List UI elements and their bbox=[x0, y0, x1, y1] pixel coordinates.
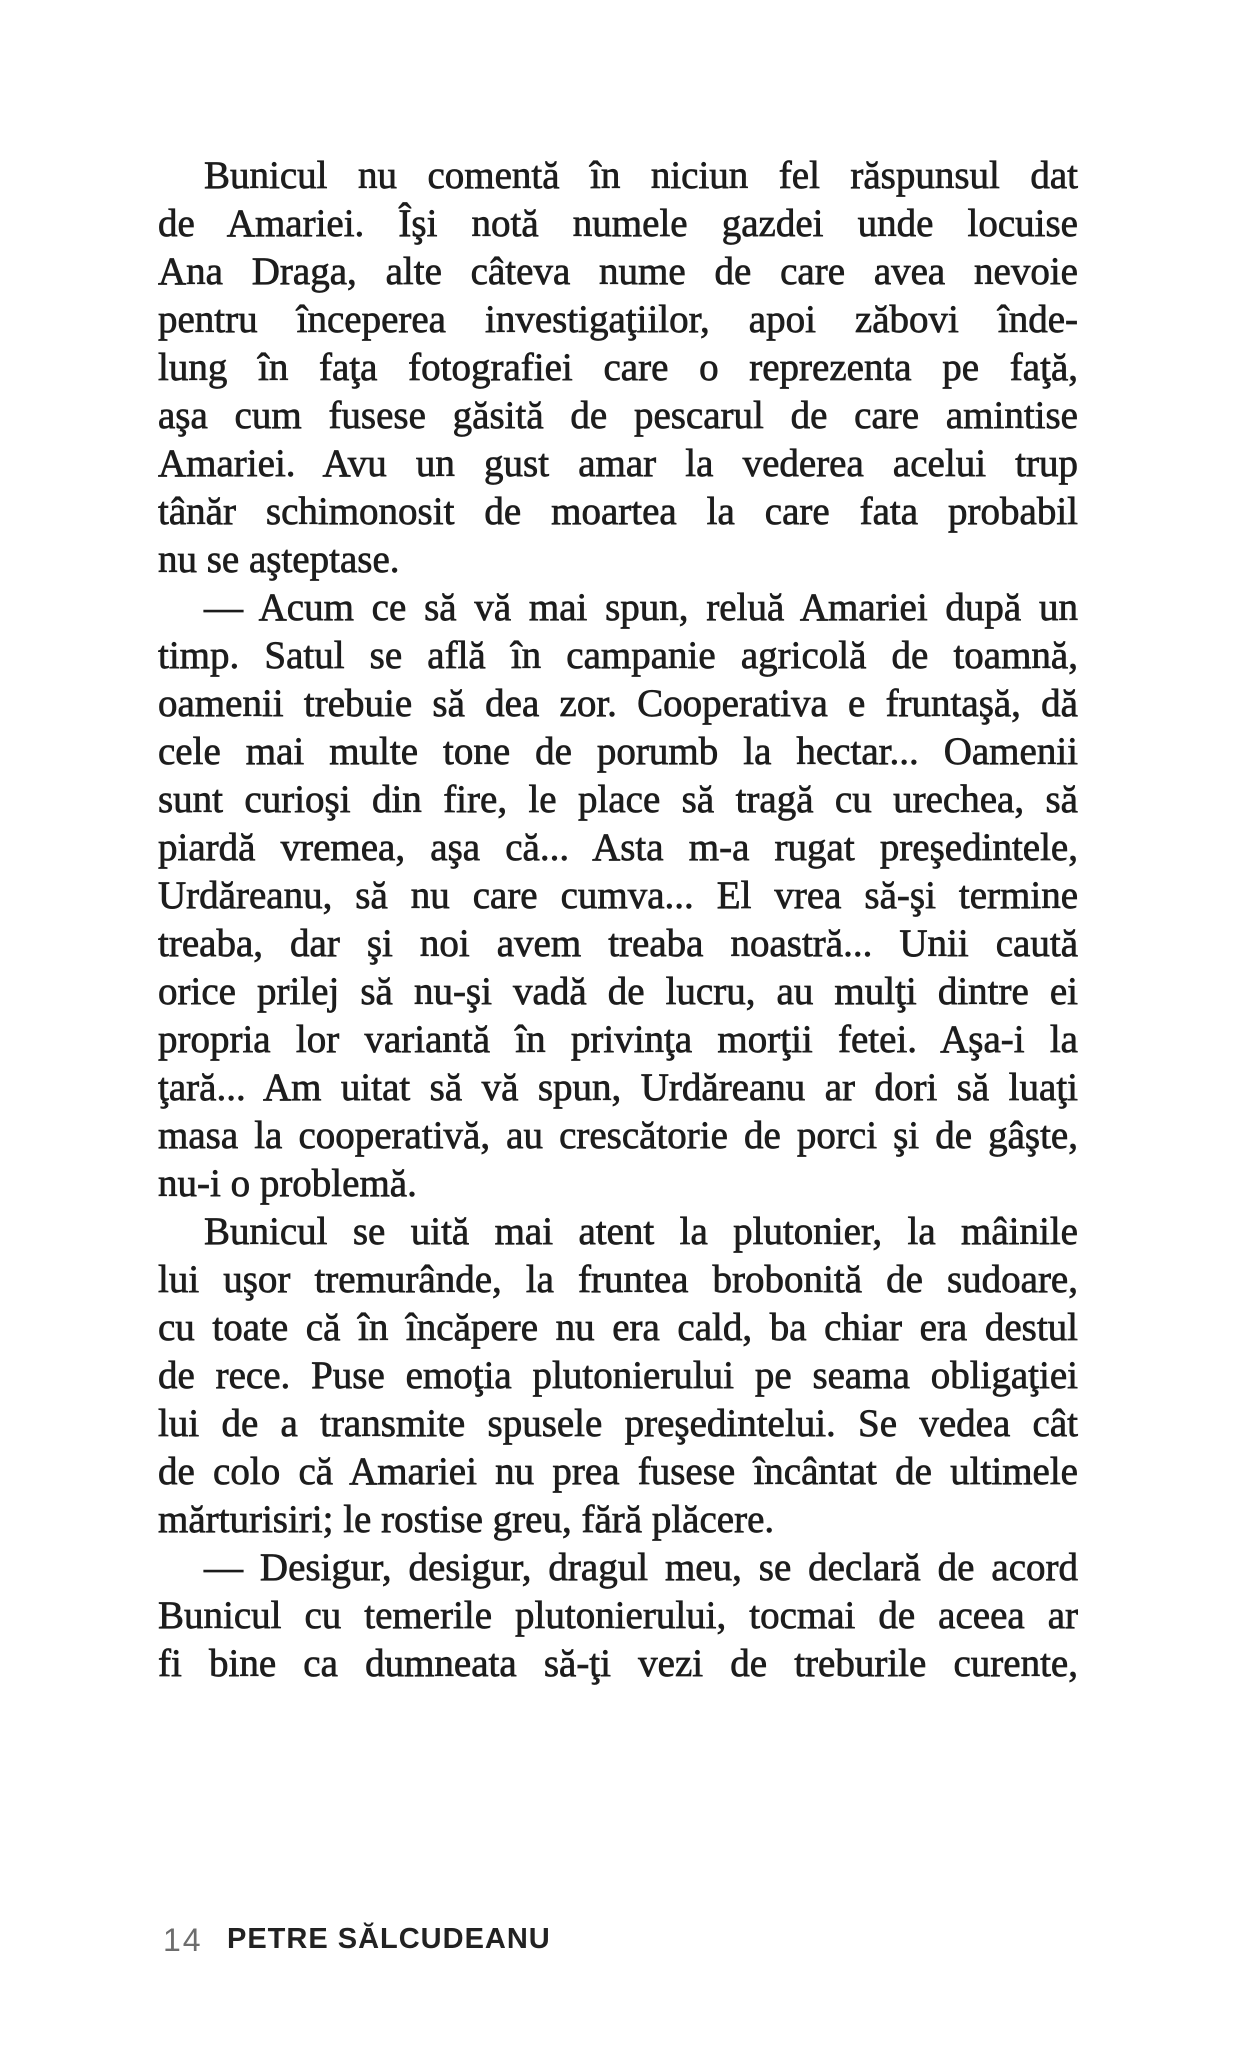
text-line: aşa cum fusese găsită de pescarul de care amintise bbox=[158, 394, 1078, 437]
text-line: Amariei. Avu un gust amar la vederea acelui trup bbox=[158, 442, 1078, 485]
text-line: Ana Draga, alte câteva nume de care avea nevoie bbox=[158, 250, 1078, 293]
text-line: timp. Satul se află în campanie agricolă de toamnă, bbox=[158, 634, 1078, 677]
text-line: fi bine ca dumneata să-ţi vezi de treburile curente, bbox=[158, 1642, 1078, 1685]
text-line: ţară... Am uitat să vă spun, Urdăreanu ar dori să luaţi bbox=[158, 1066, 1078, 1109]
text-line: tânăr schimonosit de moartea la care fata probabil bbox=[158, 490, 1078, 533]
text-line: — Desigur, desigur, dragul meu, se declară de acord bbox=[204, 1546, 1078, 1589]
text-line: nu se aşteptase. bbox=[158, 538, 400, 581]
page-text bbox=[158, 152, 1078, 1688]
page-number: 14 bbox=[163, 1922, 203, 1958]
text-line: mărturisiri; le rostise greu, fără plăcere. bbox=[158, 1498, 775, 1541]
text-line: lung în faţa fotografiei care o reprezenta pe faţă, bbox=[158, 346, 1078, 389]
text-line: Urdăreanu, să nu care cumva... El vrea să-şi termine bbox=[158, 874, 1078, 917]
text-line: Bunicul nu comentă în niciun fel răspunsul dat bbox=[204, 154, 1078, 197]
text-line: pentru începerea investigaţiilor, apoi zăbovi înde- bbox=[158, 298, 1078, 341]
text-line: Bunicul se uită mai atent la plutonier, la mâinile bbox=[204, 1210, 1078, 1253]
text-line: lui de a transmite spusele preşedintelui. Se vedea cât bbox=[158, 1402, 1078, 1445]
text-line: propria lor variantă în privinţa morţii fetei. Aşa-i la bbox=[158, 1018, 1078, 1061]
text-line: cele mai multe tone de porumb la hectar... Oamenii bbox=[158, 730, 1078, 773]
text-line: Bunicul cu temerile plutonierului, tocmai de aceea ar bbox=[158, 1594, 1078, 1637]
text-line: piardă vremea, aşa că... Asta m-a rugat preşedintele, bbox=[158, 826, 1078, 869]
text-line: treaba, dar şi noi avem treaba noastră... Unii caută bbox=[158, 922, 1078, 965]
text-line: masa la cooperativă, au crescătorie de porci şi de gâşte, bbox=[158, 1114, 1078, 1157]
text-line: de colo că Amariei nu prea fusese încântat de ultimele bbox=[158, 1450, 1078, 1493]
text-line: nu-i o problemă. bbox=[158, 1162, 417, 1205]
text-line: — Acum ce să vă mai spun, reluă Amariei după un bbox=[204, 586, 1078, 629]
text-line: cu toate că în încăpere nu era cald, ba chiar era destul bbox=[158, 1306, 1078, 1349]
text-line: orice prilej să nu-şi vadă de lucru, au mulţi dintre ei bbox=[158, 970, 1078, 1013]
footer-author: PETRE SĂLCUDEANU bbox=[227, 1923, 551, 1955]
text-line: de rece. Puse emoţia plutonierului pe seama obligaţiei bbox=[158, 1354, 1078, 1397]
text-line: sunt curioşi din fire, le place să tragă cu urechea, să bbox=[158, 778, 1078, 821]
text-line: lui uşor tremurânde, la fruntea brobonită de sudoare, bbox=[158, 1258, 1078, 1301]
text-line: de Amariei. Îşi notă numele gazdei unde locuise bbox=[158, 202, 1078, 245]
text-line: oamenii trebuie să dea zor. Cooperativa e fruntaşă, dă bbox=[158, 682, 1078, 725]
